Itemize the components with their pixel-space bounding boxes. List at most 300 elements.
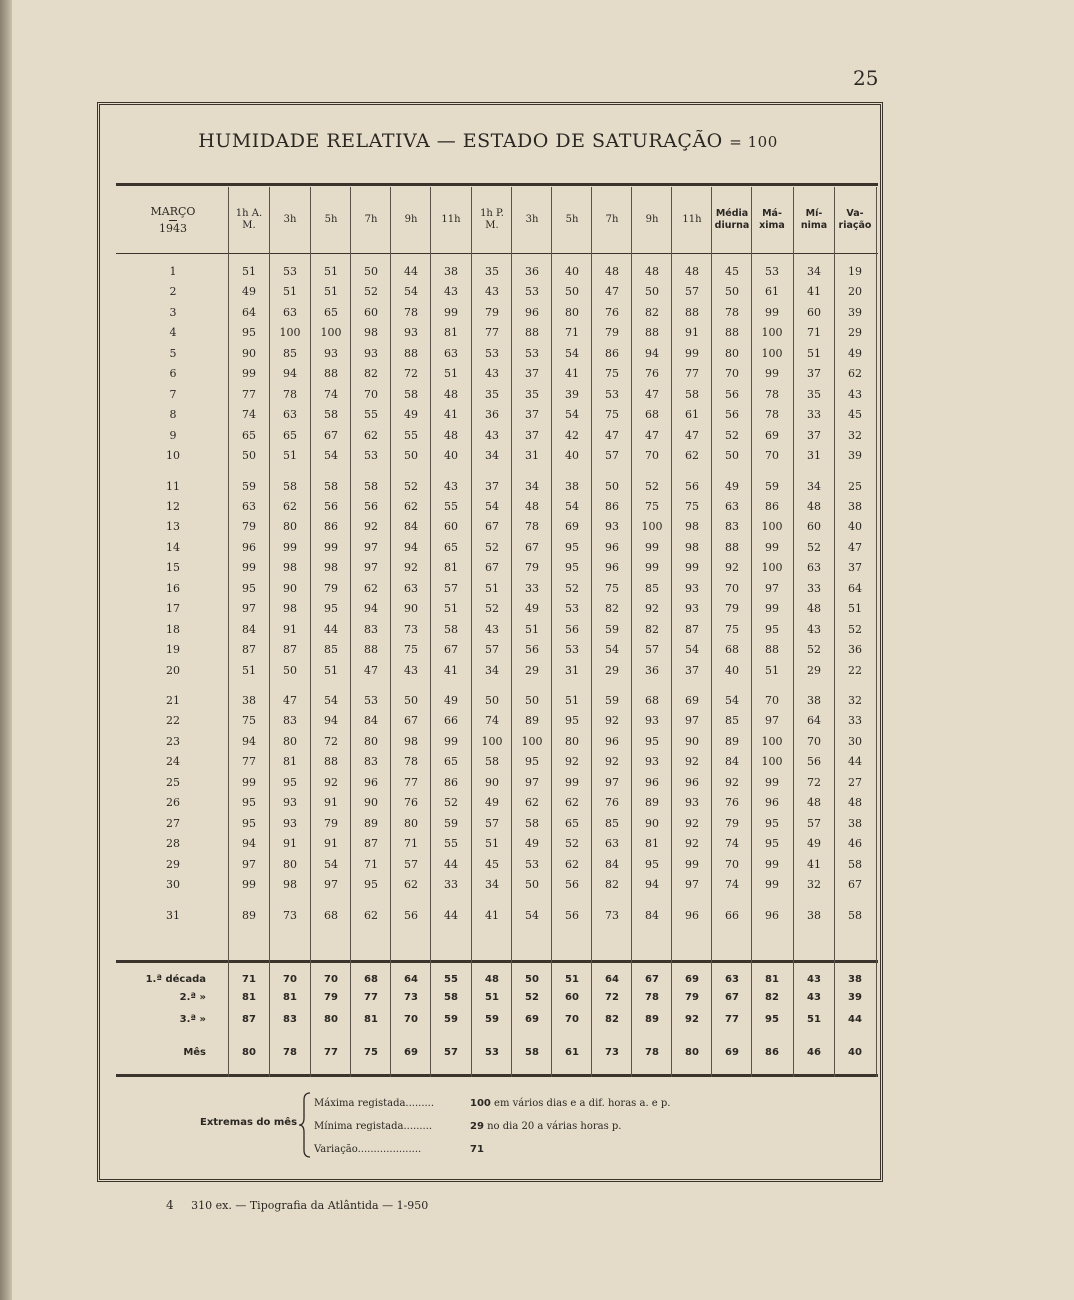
day-label: 19 bbox=[166, 643, 180, 657]
table-cell: 52 bbox=[725, 428, 739, 442]
table-cell: 78 bbox=[404, 755, 418, 769]
table-cell: 25 bbox=[848, 479, 862, 493]
table-cell: 53 bbox=[364, 449, 378, 463]
table-cell: 100 bbox=[761, 561, 783, 575]
table-cell: 60 bbox=[807, 305, 821, 319]
table-cell: 93 bbox=[685, 581, 699, 595]
table-cell: 98 bbox=[283, 602, 297, 616]
table-cell: 93 bbox=[283, 796, 297, 810]
table-cell: 51 bbox=[324, 265, 338, 278]
table-cell: 95 bbox=[242, 326, 256, 340]
table-cell: 87 bbox=[283, 643, 297, 657]
table-row bbox=[0, 711, 1074, 731]
table-cell: 56 bbox=[324, 499, 338, 513]
summary-row bbox=[0, 1043, 1074, 1063]
day-label: 28 bbox=[166, 837, 180, 851]
table-cell: 58 bbox=[364, 479, 378, 493]
table-cell: 55 bbox=[444, 837, 458, 851]
table-cell: 58 bbox=[444, 622, 458, 636]
table-cell: 41 bbox=[807, 285, 821, 299]
table-cell: 57 bbox=[685, 285, 699, 299]
table-cell: 98 bbox=[324, 561, 338, 575]
day-label: 24 bbox=[166, 755, 180, 769]
table-cell: 79 bbox=[324, 816, 338, 830]
day-label: 26 bbox=[166, 796, 180, 810]
table-cell: 92 bbox=[404, 561, 418, 575]
summary-row bbox=[0, 970, 1074, 990]
table-cell: 99 bbox=[765, 305, 779, 319]
table-cell: 47 bbox=[848, 540, 862, 554]
table-cell: 100 bbox=[641, 520, 663, 534]
summary-cell: 53 bbox=[485, 1047, 499, 1058]
header-hour: 11h bbox=[441, 214, 461, 225]
table-cell: 79 bbox=[725, 816, 739, 830]
table-cell: 47 bbox=[364, 663, 378, 677]
table-cell: 64 bbox=[848, 581, 862, 595]
table-row bbox=[0, 875, 1074, 895]
table-cell: 98 bbox=[685, 520, 699, 534]
table-cell: 82 bbox=[364, 367, 378, 381]
table-cell: 58 bbox=[404, 387, 418, 401]
summary-label: 1.ª década bbox=[145, 974, 206, 985]
summary-cell: 86 bbox=[765, 1047, 779, 1058]
table-cell: 63 bbox=[242, 499, 256, 513]
day-label: 6 bbox=[169, 367, 177, 381]
page-footer bbox=[166, 1198, 428, 1212]
table-cell: 87 bbox=[242, 643, 256, 657]
table-cell: 52 bbox=[848, 622, 862, 636]
table-cell: 43 bbox=[807, 622, 821, 636]
table-row bbox=[0, 323, 1074, 343]
table-cell: 70 bbox=[364, 387, 378, 401]
table-cell: 35 bbox=[525, 387, 539, 401]
table-cell: 92 bbox=[725, 561, 739, 575]
table-cell: 50 bbox=[565, 285, 579, 299]
table-cell: 79 bbox=[242, 520, 256, 534]
table-cell: 67 bbox=[404, 714, 418, 728]
summary-label: 2.ª » bbox=[179, 992, 206, 1003]
table-cell: 62 bbox=[565, 857, 579, 871]
table-cell: 61 bbox=[765, 285, 779, 299]
table-cell: 37 bbox=[848, 561, 862, 575]
day-label: 9 bbox=[169, 428, 177, 442]
table-cell: 84 bbox=[242, 622, 256, 636]
table-cell: 99 bbox=[565, 775, 579, 789]
table-cell: 99 bbox=[444, 734, 458, 748]
table-cell: 99 bbox=[242, 775, 256, 789]
summary-cell: 81 bbox=[765, 974, 779, 985]
table-cell: 43 bbox=[485, 285, 499, 299]
table-cell: 43 bbox=[485, 622, 499, 636]
table-cell: 92 bbox=[565, 755, 579, 769]
table-cell: 95 bbox=[765, 622, 779, 636]
table-cell: 53 bbox=[605, 387, 619, 401]
table-cell: 69 bbox=[685, 694, 699, 707]
table-cell: 79 bbox=[324, 581, 338, 595]
table-cell: 64 bbox=[807, 714, 821, 728]
table-cell: 38 bbox=[444, 265, 458, 278]
table-cell: 37 bbox=[485, 479, 499, 493]
table-cell: 51 bbox=[444, 602, 458, 616]
table-cell: 55 bbox=[404, 428, 418, 442]
summary-cell: 70 bbox=[404, 1014, 418, 1025]
table-cell: 43 bbox=[848, 387, 862, 401]
table-cell: 50 bbox=[404, 449, 418, 463]
table-cell: 73 bbox=[605, 908, 619, 922]
summary-cell: 80 bbox=[685, 1047, 699, 1058]
table-cell: 50 bbox=[283, 663, 297, 677]
table-cell: 96 bbox=[685, 775, 699, 789]
summary-cell: 64 bbox=[404, 974, 418, 985]
table-cell: 33 bbox=[525, 581, 539, 595]
table-cell: 58 bbox=[324, 479, 338, 493]
table-row bbox=[0, 538, 1074, 558]
summary-cell: 67 bbox=[645, 974, 659, 985]
summary-cell: 61 bbox=[565, 1047, 579, 1058]
table-cell: 75 bbox=[605, 581, 619, 595]
table-cell: 80 bbox=[283, 520, 297, 534]
table-cell: 52 bbox=[444, 796, 458, 810]
table-cell: 42 bbox=[565, 428, 579, 442]
table-cell: 68 bbox=[645, 694, 659, 707]
table-cell: 63 bbox=[807, 561, 821, 575]
table-cell: 88 bbox=[725, 326, 739, 340]
table-cell: 29 bbox=[525, 663, 539, 677]
table-cell: 93 bbox=[324, 346, 338, 360]
extreme-label: Variação.................... bbox=[314, 1144, 422, 1155]
table-cell: 65 bbox=[565, 816, 579, 830]
day-label: 18 bbox=[166, 622, 180, 636]
table-cell: 39 bbox=[848, 305, 862, 319]
table-cell: 74 bbox=[485, 714, 499, 728]
table-cell: 95 bbox=[765, 837, 779, 851]
table-cell: 35 bbox=[485, 387, 499, 401]
table-cell: 91 bbox=[685, 326, 699, 340]
table-cell: 29 bbox=[605, 663, 619, 677]
table-cell: 93 bbox=[685, 796, 699, 810]
table-cell: 90 bbox=[485, 775, 499, 789]
table-cell: 82 bbox=[605, 602, 619, 616]
summary-cell: 51 bbox=[485, 992, 499, 1003]
summary-row bbox=[0, 988, 1074, 1008]
table-cell: 99 bbox=[765, 775, 779, 789]
table-cell: 84 bbox=[404, 520, 418, 534]
table-cell: 74 bbox=[324, 387, 338, 401]
table-cell: 48 bbox=[444, 387, 458, 401]
table-cell: 49 bbox=[242, 285, 256, 299]
table-cell: 46 bbox=[848, 837, 862, 851]
table-cell: 83 bbox=[725, 520, 739, 534]
table-cell: 90 bbox=[404, 602, 418, 616]
summary-cell: 58 bbox=[525, 1047, 539, 1058]
table-cell: 97 bbox=[242, 857, 256, 871]
table-cell: 62 bbox=[525, 796, 539, 810]
table-cell: 94 bbox=[324, 714, 338, 728]
summary-cell: 70 bbox=[283, 974, 297, 985]
table-cell: 52 bbox=[485, 540, 499, 554]
table-cell: 52 bbox=[807, 643, 821, 657]
table-cell: 99 bbox=[283, 540, 297, 554]
table-cell: 93 bbox=[605, 520, 619, 534]
table-row bbox=[0, 661, 1074, 681]
table-cell: 100 bbox=[761, 326, 783, 340]
table-cell: 82 bbox=[645, 622, 659, 636]
summary-cell: 82 bbox=[605, 1014, 619, 1025]
table-row bbox=[0, 640, 1074, 660]
table-cell: 54 bbox=[565, 499, 579, 513]
summary-cell: 48 bbox=[485, 974, 499, 985]
table-cell: 86 bbox=[444, 775, 458, 789]
table-cell: 57 bbox=[605, 449, 619, 463]
table-cell: 95 bbox=[324, 602, 338, 616]
table-cell: 72 bbox=[807, 775, 821, 789]
summary-cell: 73 bbox=[605, 1047, 619, 1058]
table-cell: 58 bbox=[324, 408, 338, 422]
table-cell: 64 bbox=[242, 305, 256, 319]
table-cell: 84 bbox=[725, 755, 739, 769]
table-cell: 52 bbox=[404, 479, 418, 493]
table-cell: 53 bbox=[525, 857, 539, 871]
table-cell: 98 bbox=[404, 734, 418, 748]
table-cell: 63 bbox=[725, 499, 739, 513]
table-cell: 67 bbox=[485, 561, 499, 575]
table-cell: 49 bbox=[725, 479, 739, 493]
table-cell: 99 bbox=[324, 540, 338, 554]
page-number: 25 bbox=[853, 66, 879, 90]
table-cell: 34 bbox=[485, 878, 499, 892]
table-cell: 75 bbox=[404, 643, 418, 657]
summary-cell: 77 bbox=[324, 1047, 338, 1058]
header-stat: Va-riação bbox=[838, 208, 872, 231]
table-cell: 95 bbox=[242, 581, 256, 595]
table-cell: 36 bbox=[525, 265, 539, 278]
table-cell: 52 bbox=[565, 581, 579, 595]
day-label: 23 bbox=[166, 734, 180, 748]
table-cell: 97 bbox=[364, 561, 378, 575]
table-cell: 34 bbox=[485, 663, 499, 677]
table-cell: 48 bbox=[605, 265, 619, 278]
table-cell: 81 bbox=[283, 755, 297, 769]
table-cell: 88 bbox=[765, 643, 779, 657]
table-cell: 90 bbox=[645, 816, 659, 830]
table-cell: 39 bbox=[848, 449, 862, 463]
day-label: 3 bbox=[169, 305, 177, 319]
table-cell: 97 bbox=[364, 540, 378, 554]
table-cell: 33 bbox=[444, 878, 458, 892]
day-label: 31 bbox=[166, 908, 180, 922]
table-cell: 97 bbox=[765, 581, 779, 595]
table-cell: 91 bbox=[283, 622, 297, 636]
table-cell: 94 bbox=[645, 346, 659, 360]
table-cell: 57 bbox=[807, 816, 821, 830]
table-cell: 41 bbox=[444, 663, 458, 677]
table-cell: 77 bbox=[685, 367, 699, 381]
table-cell: 36 bbox=[848, 643, 862, 657]
table-cell: 67 bbox=[525, 540, 539, 554]
header-hour: 7h bbox=[605, 214, 619, 225]
table-cell: 79 bbox=[605, 326, 619, 340]
table-cell: 70 bbox=[725, 367, 739, 381]
table-cell: 99 bbox=[685, 561, 699, 575]
table-cell: 99 bbox=[765, 540, 779, 554]
extreme-value bbox=[470, 1141, 484, 1159]
table-row bbox=[0, 517, 1074, 537]
table-cell: 51 bbox=[807, 346, 821, 360]
table-cell: 80 bbox=[283, 734, 297, 748]
table-cell: 97 bbox=[242, 602, 256, 616]
table-cell: 35 bbox=[485, 265, 499, 278]
table-cell: 99 bbox=[765, 857, 779, 871]
header-month bbox=[118, 187, 228, 253]
table-cell: 51 bbox=[525, 622, 539, 636]
table-cell: 32 bbox=[848, 428, 862, 442]
table-cell: 84 bbox=[364, 714, 378, 728]
table-row bbox=[0, 855, 1074, 875]
table-cell: 60 bbox=[807, 520, 821, 534]
summary-cell: 52 bbox=[525, 992, 539, 1003]
table-cell: 50 bbox=[525, 694, 539, 707]
table-cell: 56 bbox=[565, 622, 579, 636]
day-label: 4 bbox=[169, 326, 177, 340]
table-cell: 59 bbox=[444, 816, 458, 830]
table-cell: 51 bbox=[324, 663, 338, 677]
table-cell: 95 bbox=[565, 561, 579, 575]
table-cell: 52 bbox=[807, 540, 821, 554]
summary-cell: 75 bbox=[364, 1047, 378, 1058]
table-cell: 74 bbox=[242, 408, 256, 422]
header-hour: 5h bbox=[565, 214, 579, 225]
summary-cell: 71 bbox=[242, 974, 256, 985]
summary-cell: 73 bbox=[404, 992, 418, 1003]
summary-cell: 78 bbox=[645, 992, 659, 1003]
table-cell: 50 bbox=[485, 694, 499, 707]
table-cell: 68 bbox=[725, 643, 739, 657]
table-cell: 85 bbox=[605, 816, 619, 830]
table-cell: 53 bbox=[565, 602, 579, 616]
table-cell: 93 bbox=[404, 326, 418, 340]
table-cell: 38 bbox=[807, 908, 821, 922]
table-cell: 53 bbox=[765, 265, 779, 278]
header-stat: Média diurna bbox=[714, 208, 750, 231]
summary-cell: 81 bbox=[364, 1014, 378, 1025]
table-cell: 69 bbox=[765, 428, 779, 442]
table-row bbox=[0, 579, 1074, 599]
summary-cell: 51 bbox=[807, 1014, 821, 1025]
table-cell: 34 bbox=[807, 265, 821, 278]
table-cell: 56 bbox=[565, 908, 579, 922]
table-cell: 85 bbox=[725, 714, 739, 728]
table-cell: 62 bbox=[364, 908, 378, 922]
table-cell: 87 bbox=[364, 837, 378, 851]
table-cell: 77 bbox=[242, 755, 256, 769]
summary-cell: 81 bbox=[242, 992, 256, 1003]
table-cell: 62 bbox=[364, 581, 378, 595]
table-cell: 29 bbox=[807, 663, 821, 677]
table-cell: 51 bbox=[565, 694, 579, 707]
day-label: 25 bbox=[166, 775, 180, 789]
table-cell: 45 bbox=[725, 265, 739, 278]
table-cell: 55 bbox=[444, 499, 458, 513]
day-label: 20 bbox=[166, 663, 180, 677]
table-cell: 44 bbox=[848, 755, 862, 769]
table-cell: 56 bbox=[364, 499, 378, 513]
table-cell: 62 bbox=[565, 796, 579, 810]
table-cell: 70 bbox=[765, 694, 779, 707]
table-cell: 62 bbox=[685, 449, 699, 463]
table-cell: 50 bbox=[605, 479, 619, 493]
table-cell: 47 bbox=[605, 285, 619, 299]
table-cell: 54 bbox=[605, 643, 619, 657]
table-cell: 48 bbox=[645, 265, 659, 278]
summary-cell: 59 bbox=[444, 1014, 458, 1025]
table-cell: 43 bbox=[444, 479, 458, 493]
summary-cell: 70 bbox=[324, 974, 338, 985]
header-month-name: MARÇO bbox=[150, 204, 196, 218]
table-cell: 62 bbox=[404, 878, 418, 892]
table-cell: 29 bbox=[848, 326, 862, 340]
table-cell: 100 bbox=[320, 326, 342, 340]
table-row bbox=[0, 282, 1074, 302]
day-label: 29 bbox=[166, 857, 180, 871]
table-cell: 51 bbox=[242, 265, 256, 278]
table-cell: 31 bbox=[525, 449, 539, 463]
brace-icon bbox=[298, 1092, 312, 1158]
table-cell: 57 bbox=[485, 816, 499, 830]
summary-cell: 77 bbox=[725, 1014, 739, 1025]
table-cell: 43 bbox=[485, 367, 499, 381]
table-cell: 63 bbox=[283, 408, 297, 422]
table-cell: 52 bbox=[364, 285, 378, 299]
table-cell: 92 bbox=[364, 520, 378, 534]
header-hour: 1h P. M. bbox=[480, 208, 504, 231]
table-row bbox=[0, 364, 1074, 384]
table-cell: 34 bbox=[525, 479, 539, 493]
table-cell: 58 bbox=[685, 387, 699, 401]
table-cell: 90 bbox=[283, 581, 297, 595]
table-cell: 99 bbox=[765, 367, 779, 381]
table-cell: 73 bbox=[283, 908, 297, 922]
table-cell: 48 bbox=[807, 796, 821, 810]
table-cell: 98 bbox=[364, 326, 378, 340]
table-cell: 68 bbox=[324, 908, 338, 922]
table-cell: 96 bbox=[605, 540, 619, 554]
table-row bbox=[0, 385, 1074, 405]
table-cell: 43 bbox=[404, 663, 418, 677]
table-cell: 79 bbox=[725, 602, 739, 616]
table-cell: 90 bbox=[685, 734, 699, 748]
table-cell: 58 bbox=[525, 816, 539, 830]
table-cell: 49 bbox=[525, 837, 539, 851]
table-cell: 94 bbox=[242, 837, 256, 851]
table-cell: 83 bbox=[283, 714, 297, 728]
table-cell: 71 bbox=[807, 326, 821, 340]
table-cell: 96 bbox=[685, 908, 699, 922]
summary-cell: 38 bbox=[848, 974, 862, 985]
table-cell: 71 bbox=[565, 326, 579, 340]
table-cell: 92 bbox=[685, 816, 699, 830]
table-cell: 94 bbox=[404, 540, 418, 554]
table-cell: 65 bbox=[324, 305, 338, 319]
table-cell: 99 bbox=[765, 878, 779, 892]
header-top-rule bbox=[116, 183, 878, 186]
summary-cell: 89 bbox=[645, 1014, 659, 1025]
table-cell: 51 bbox=[765, 663, 779, 677]
table-cell: 53 bbox=[525, 285, 539, 299]
table-cell: 86 bbox=[605, 346, 619, 360]
table-cell: 52 bbox=[645, 479, 659, 493]
table-cell: 54 bbox=[565, 408, 579, 422]
table-cell: 97 bbox=[685, 714, 699, 728]
